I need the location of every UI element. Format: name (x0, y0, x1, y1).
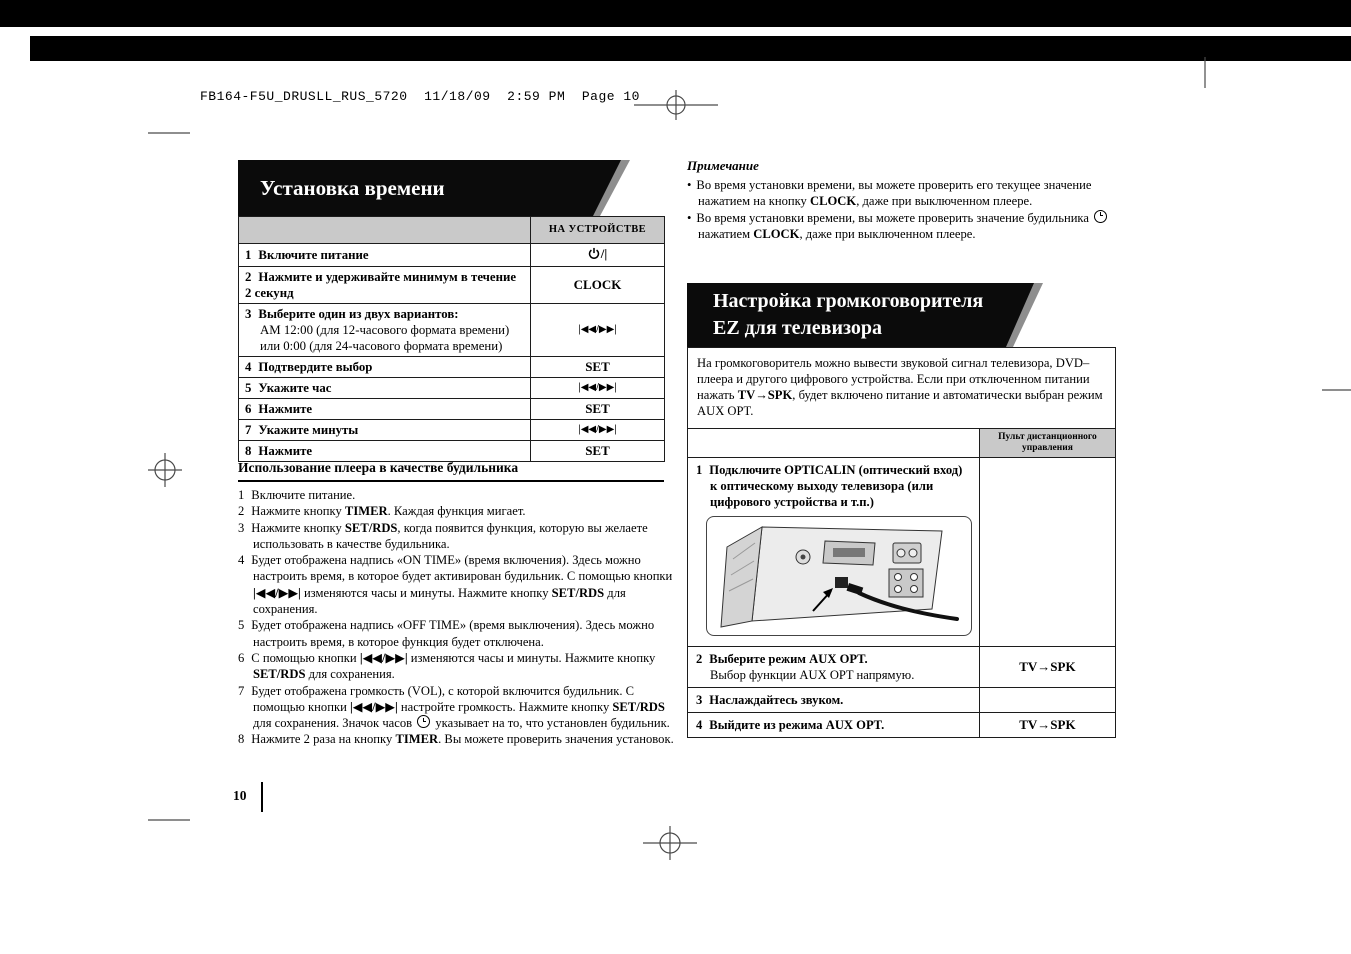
step-cell (239, 244, 531, 267)
item-text: Будет отображена громкость (VOL), с которой включится будильник. С помощью кнопки |◀◀/▶▶| настройте громкость. Нажмите кнопку SET/RDS для сохранения. Значок часов указывает на то, что установлен будильник. (251, 683, 670, 731)
remote-action-cell: TV→SPK (979, 713, 1115, 738)
time-step-row (239, 378, 665, 399)
step-number: 7 (245, 423, 252, 437)
ez-step-row (688, 647, 1115, 688)
step-cell (239, 441, 531, 462)
item-text: Нажмите кнопку SET/RDS, когда появится функция, которую вы желаете использовать в качестве будильника. (251, 520, 648, 551)
step-text: Выберите режим AUX OPT. Выбор функции AUX OPT напрямую. (709, 652, 915, 682)
list-item (238, 617, 674, 650)
bullet: • (687, 177, 692, 192)
step-cell (239, 267, 531, 304)
time-step-row (239, 420, 665, 441)
note-item (687, 177, 1119, 210)
page-number: 10 (233, 788, 247, 803)
alarm-instructions-list (238, 487, 674, 748)
item-text: Нажмите 2 раза на кнопку TIMER. Вы можете проверить значения установок. (251, 732, 674, 747)
power-label: /| (600, 246, 608, 261)
ez-speaker-panel (687, 347, 1116, 738)
remote-action-cell (979, 458, 1115, 647)
time-setup-table (238, 216, 665, 462)
remote-action-cell: TV→SPK (979, 647, 1115, 688)
device-rear-panel-image (706, 516, 972, 636)
scan-artifact-bar-second (30, 36, 1351, 61)
step-cell (239, 420, 531, 441)
remote-column-header: Пульт дистанционного управления (979, 429, 1115, 458)
list-item (238, 683, 674, 732)
item-number: 5 (238, 618, 245, 633)
item-number: 7 (238, 683, 245, 698)
list-item (238, 552, 674, 617)
page-number-divider (261, 782, 263, 812)
print-header: FB164-F5U_DRUSLL_RUS_5720 11/18/09 2:59 PM Page 10 (200, 89, 640, 104)
note-section (687, 158, 1119, 243)
ez-intro-text: На громкоговоритель можно вывести звуковой сигнал телевизора, DVD– плеера и другого цифрового устройства. Если при отключенном питании нажать TV→SPK, будет включено питание и автоматически выбран режим AUX OPT. (688, 348, 1115, 429)
time-table-header-row (239, 217, 665, 244)
item-number: 1 (238, 488, 245, 502)
step-number: 4 (245, 360, 252, 374)
clock-icon (1094, 210, 1107, 223)
ez-title-line1: Настройка громкоговорителя (713, 290, 984, 312)
time-step-row (239, 244, 665, 267)
time-step-row (239, 267, 665, 304)
alarm-section-title: Использование плеера в качестве будильника (238, 460, 664, 482)
item-number: 8 (238, 732, 245, 747)
ez-step-row (688, 713, 1115, 738)
step-text: Выберите один из двух вариантов: (258, 307, 459, 321)
device-action-cell (531, 244, 665, 267)
time-table-header-empty-cell (239, 217, 531, 244)
step-cell (688, 647, 979, 688)
step-cell (239, 399, 531, 420)
list-item (238, 503, 674, 519)
ez-speaker-banner (687, 283, 1043, 347)
step-number: 3 (245, 307, 252, 321)
note-title: Примечание (687, 158, 759, 173)
device-action-cell: CLOCK (531, 267, 665, 304)
item-number: 6 (238, 650, 245, 665)
list-item (238, 650, 674, 683)
step-text: Нажмите (258, 402, 313, 416)
ez-title-line2: EZ для телевизора (713, 317, 883, 339)
item-number: 2 (238, 504, 245, 519)
time-step-row (239, 441, 665, 462)
item-number: 3 (238, 520, 245, 535)
skip-buttons-icon: |◀◀/▶▶| (531, 304, 665, 357)
skip-buttons-icon: |◀◀/▶▶| (531, 420, 665, 441)
step-number: 5 (245, 381, 252, 395)
ez-step-row (688, 688, 1115, 713)
step-number: 4 (696, 718, 703, 732)
skip-buttons-icon: |◀◀/▶▶| (531, 378, 665, 399)
item-text: С помощью кнопки |◀◀/▶▶| изменяются часы и минуты. Нажмите кнопку SET/RDS для сохранения. (251, 650, 656, 682)
step-number: 3 (696, 693, 703, 707)
ez-table-header-empty-cell (688, 429, 979, 458)
step-number: 1 (696, 463, 703, 477)
step-option-1: AM 12:00 (для 12-часового формата времени) (260, 323, 510, 337)
step-cell (239, 378, 531, 399)
device-action-cell: SET (531, 399, 665, 420)
time-step-row (239, 357, 665, 378)
step-number: 6 (245, 402, 252, 416)
step-text: Выйдите из режима AUX OPT. (709, 718, 885, 732)
step-number: 2 (696, 652, 703, 666)
item-number: 4 (238, 553, 245, 568)
device-action-cell: SET (531, 357, 665, 378)
power-standby-icon (588, 247, 600, 264)
step-cell (688, 688, 979, 713)
list-item (238, 487, 674, 503)
step-cell (688, 458, 979, 647)
step-cell (239, 357, 531, 378)
step-text: Включите питание (258, 248, 369, 262)
step-number: 1 (245, 248, 252, 262)
item-text: Включите питание. (251, 488, 356, 502)
step-text: Укажите час (258, 381, 332, 395)
ez-speaker-title (687, 283, 1043, 342)
step-text: Нажмите (258, 444, 313, 458)
ez-speaker-table (688, 429, 1115, 737)
ez-table-header-row (688, 429, 1115, 458)
step-text: Наслаждайтесь звуком. (709, 693, 844, 707)
time-setup-banner (238, 160, 630, 216)
step-text: Укажите минуты (258, 423, 359, 437)
time-setup-title: Установка времени (260, 176, 445, 200)
list-item (238, 520, 674, 553)
item-text: Будет отображена надпись «ON TIME» (время включения). Здесь можно настроить время, в которое будет активирован будильник. С помощью кнопки |◀◀/▶▶| изменяются часы и минуты. Нажмите кнопку SET/RDS для сохранения. (251, 553, 673, 617)
clock-icon (417, 715, 430, 728)
step-text: Подтвердите выбор (258, 360, 373, 374)
time-step-row (239, 399, 665, 420)
note-item (687, 210, 1119, 243)
note-text: Во время установки времени, вы можете проверить его текущее значение нажатием на кнопку CLOCK, даже при выключенном плеере. (696, 177, 1092, 208)
step-text: Нажмите и удерживайте минимум в течение 2 секунд (245, 270, 517, 300)
bullet: • (687, 210, 692, 225)
remote-action-cell (979, 688, 1115, 713)
scan-artifact-bar-top (0, 0, 1351, 27)
step-cell (688, 713, 979, 738)
step-number: 8 (245, 444, 252, 458)
ez-step-row (688, 458, 1115, 647)
item-text: Нажмите кнопку TIMER. Каждая функция мигает. (251, 504, 526, 519)
note-text: Во время установки времени, вы можете проверить значение будильника нажатием CLOCK, даже при выключенном плеере. (696, 211, 1109, 242)
step-option-2: или 0:00 (для 24-часового формата времени) (260, 339, 503, 353)
time-step-row (239, 304, 665, 357)
step-number: 2 (245, 270, 252, 284)
step-text: Подключите OPTICALIN (оптический вход) к оптическому выходу телевизора (или цифрового устройства и т.п.) (709, 463, 963, 509)
device-column-header: НА УСТРОЙСТВЕ (531, 217, 665, 244)
device-action-cell: SET (531, 441, 665, 462)
step-cell (239, 304, 531, 357)
list-item (238, 731, 674, 747)
item-text: Будет отображена надпись «OFF TIME» (время выключения). Здесь можно настроить время, в которое функция будет отключена. (251, 618, 655, 649)
